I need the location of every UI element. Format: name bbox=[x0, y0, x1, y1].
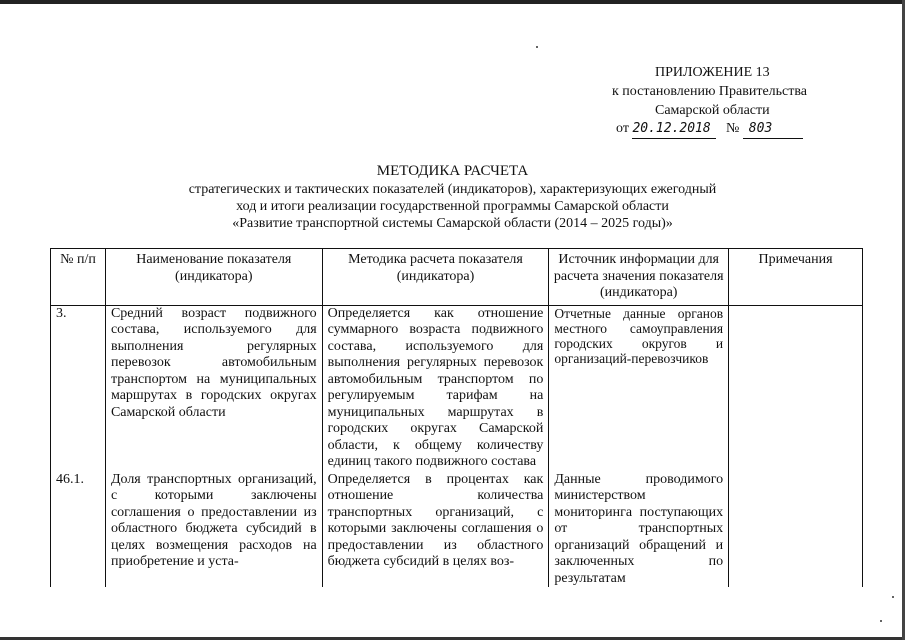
row-number: 46.1. bbox=[51, 472, 106, 588]
table-header-row bbox=[51, 249, 863, 306]
number-field bbox=[743, 119, 803, 139]
row-method: Определяется в процентах как отношение количества транспортных организаций, с которыми заключены соглашения о предоставлении из областного бюджета субсидий в целях воз- bbox=[322, 472, 549, 588]
scan-edge-top bbox=[0, 0, 905, 4]
row-source: Данные проводимого министерством мониторинга поступающих от транспортных организаций обращений и заключенных по результатам bbox=[549, 472, 729, 588]
indicator-table bbox=[50, 248, 863, 587]
scan-speck bbox=[892, 596, 894, 598]
document-subtitle-line2: ход и итоги реализации государственной программы Самарской области bbox=[236, 199, 669, 214]
scan-speck bbox=[536, 46, 538, 48]
appendix-region: Самарской области bbox=[655, 103, 770, 118]
header-method: Методика расчета показателя (индикатора) bbox=[322, 249, 549, 306]
appendix-date-line bbox=[616, 119, 803, 139]
table-row bbox=[51, 472, 863, 588]
row-number: 3. bbox=[51, 305, 106, 472]
date-field bbox=[632, 119, 716, 139]
row-note bbox=[729, 305, 863, 472]
header-source: Источник информации для расчета значения показателя (индикатора) bbox=[549, 249, 729, 306]
header-notes: Примечания bbox=[729, 249, 863, 306]
scan-speck bbox=[880, 620, 882, 622]
row-indicator-name: Средний возраст подвижного состава, используемого для выполнения регулярных перевозок автомобильным транспортом на муниципальных маршрутах в городских округах Самарской области bbox=[105, 305, 322, 472]
document-subtitle-line1: стратегических и тактических показателей (индикаторов), характеризующих ежегодный bbox=[188, 182, 717, 197]
header-indicator-name: Наименование показателя (индикатора) bbox=[105, 249, 322, 306]
row-note bbox=[729, 472, 863, 588]
appendix-reference: к постановлению Правительства bbox=[612, 84, 808, 99]
appendix-title: ПРИЛОЖЕНИЕ 13 bbox=[655, 65, 770, 80]
row-source: Отчетные данные органов местного самоуправления городских округов и организаций-перевозчиков bbox=[549, 305, 729, 472]
table-row bbox=[51, 305, 863, 472]
row-method: Определяется как отношение суммарного возраста подвижного состава, используемого для выполнения регулярных перевозок автомобильным транспортом по регулируемым тарифам на муниципальных маршрутах в городских округах Самарской области, к общему количеству единиц такого подвижного состава bbox=[322, 305, 549, 472]
number-prefix: № bbox=[725, 121, 740, 136]
document-heading: МЕТОДИКА РАСЧЕТА bbox=[376, 163, 529, 179]
row-indicator-name: Доля транспортных организаций, с которыми заключены соглашения о предоставлении из областного бюджета субсидий в целях возмещения расходов на приобретение и уста- bbox=[105, 472, 322, 588]
date-prefix: от bbox=[616, 121, 629, 136]
date-value: 20.12.2018 bbox=[632, 121, 711, 136]
number-value: 803 bbox=[748, 121, 773, 136]
document-subtitle-line3: «Развитие транспортной системы Самарской области (2014 – 2025 годы)» bbox=[232, 216, 673, 231]
header-number: № п/п bbox=[51, 249, 106, 306]
